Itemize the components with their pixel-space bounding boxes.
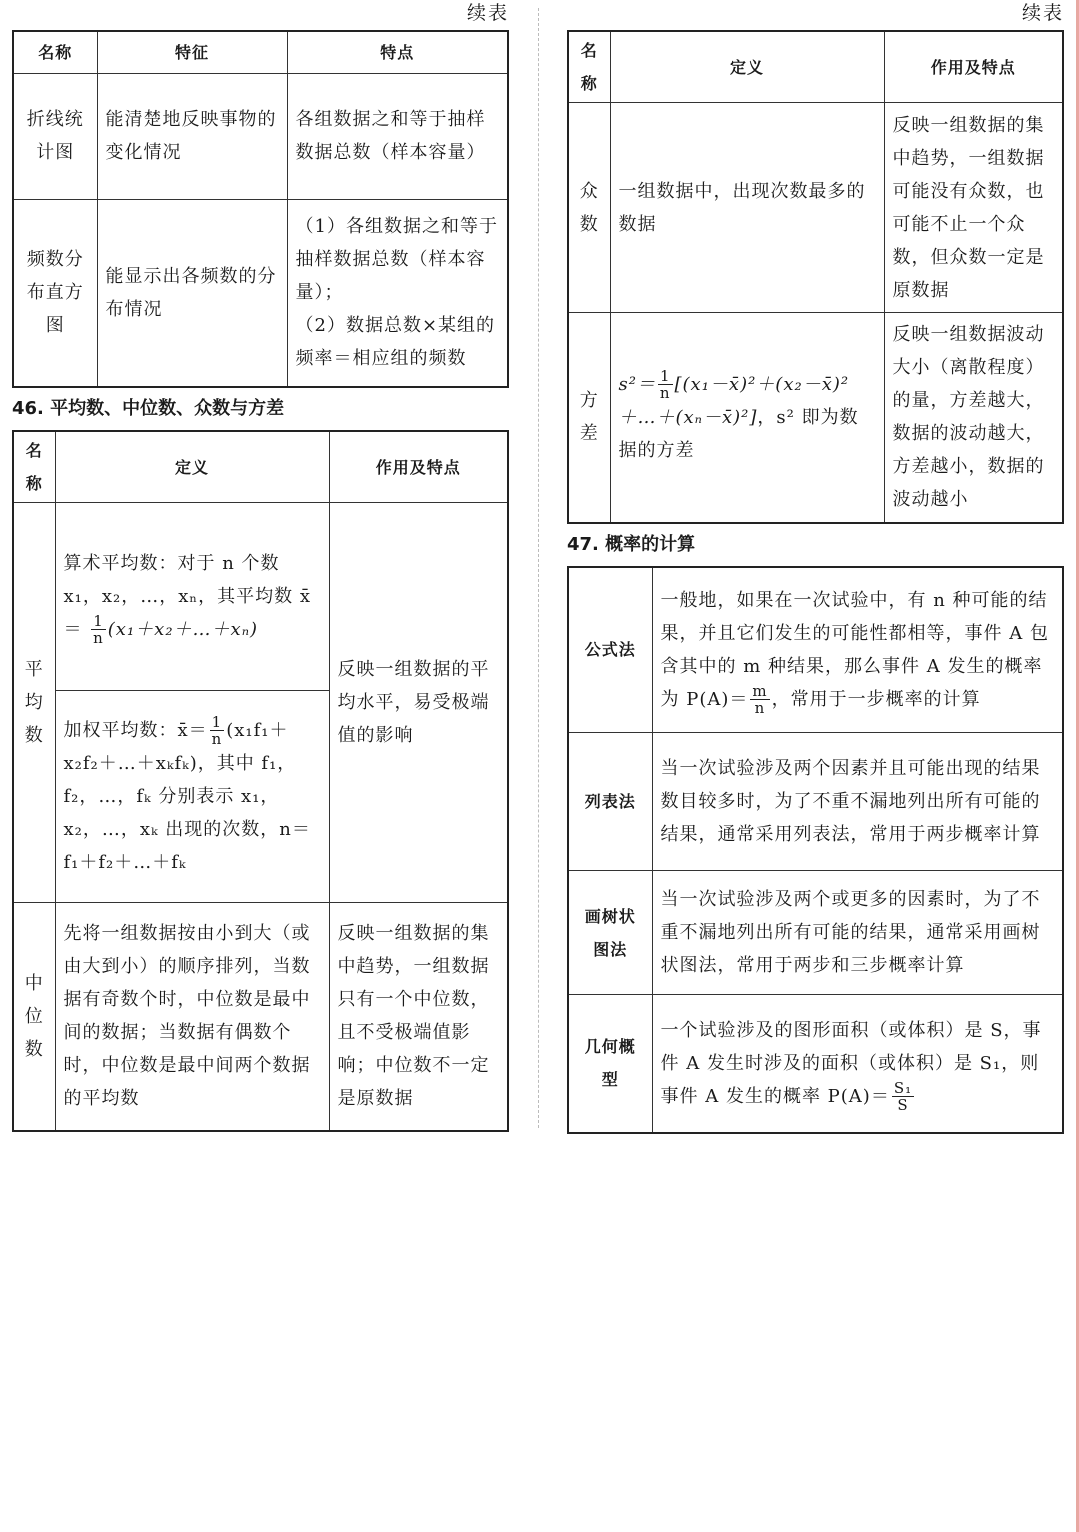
header-name: 名称 — [568, 31, 610, 103]
header-name: 名称 — [13, 431, 55, 503]
row-name-median: 中位数 — [13, 903, 55, 1131]
fraction — [750, 683, 769, 716]
fraction-numerator: 1 — [659, 367, 671, 385]
fraction — [91, 613, 106, 646]
table-row — [13, 73, 508, 199]
header-trait: 作用及特点 — [329, 431, 508, 503]
variance-trait: 反映一组数据波动大小（离散程度）的量，方差越大，数据的波动越大，方差越小，数据的波动越小 — [884, 313, 1063, 523]
row-name-variance: 方差 — [568, 313, 610, 523]
statistics-table — [12, 430, 509, 1132]
variance-formula: [(x₁－x̄)²＋(x₂－x̄)²＋…＋(xₙ－x̄)²] — [618, 373, 850, 428]
weighted-mean-definition — [55, 691, 329, 903]
table-row — [13, 199, 508, 387]
table-row — [13, 903, 508, 1131]
trait-item-2: （2）数据总数×某组的频率＝相应组的频数 — [295, 315, 496, 370]
fraction-denominator: n — [93, 629, 104, 648]
fraction-denominator: S — [897, 1096, 909, 1114]
table-row — [568, 995, 1063, 1133]
header-definition: 定义 — [610, 31, 884, 103]
table-row — [568, 103, 1063, 313]
arith-mean-definition — [55, 503, 329, 691]
fraction-numerator: 1 — [93, 612, 104, 631]
fraction-numerator: S₁ — [893, 1079, 913, 1097]
header-name: 名称 — [13, 31, 97, 73]
chart-types-table — [12, 30, 509, 388]
arith-mean-formula: (x₁＋x₂＋…＋xₙ) — [107, 618, 259, 640]
mean-trait: 反映一组数据的平均水平，易受极端值的影响 — [329, 503, 508, 903]
row-name-tree-method: 画树状图法 — [568, 871, 652, 995]
header-trait: 特点 — [287, 31, 508, 73]
right-column — [567, 0, 1064, 1134]
formula-method-text: 一般地，如果在一次试验中，有 n 种可能的结果，并且它们发生的可能性都相等，事件 A 包含其中的 m 种结果，那么事件 A 发生的概率为 P(A)＝ — [660, 589, 1049, 710]
trait-item-1: （1）各组数据之和等于抽样数据总数（样本容量）； — [295, 216, 498, 304]
formula-method-tail: ，常用于一步概率的计算 — [771, 688, 981, 710]
weighted-mean-formula: (x₁f₁＋x₂f₂＋…＋xₖfₖ)，其中 f₁，f₂，…，fₖ 分别表示 x₁，x₂，…，xₖ 出现的次数，n＝f₁＋f₂＋…＋fₖ — [63, 719, 311, 874]
variance-definition — [610, 313, 884, 523]
fraction-denominator: n — [211, 730, 223, 749]
row-name-table-method: 列表法 — [568, 733, 652, 871]
table-header-row — [568, 31, 1063, 103]
fraction — [892, 1080, 914, 1113]
tree-method-definition: 当一次试验涉及两个或更多的因素时，为了不重不漏地列出所有可能的结果，通常采用画树状图法，常用于两步和三步概率计算 — [652, 871, 1063, 995]
table-row — [568, 567, 1063, 733]
fraction-numerator: m — [752, 682, 768, 700]
row-name-formula-method: 公式法 — [568, 567, 652, 733]
mode-trait: 反映一组数据的集中趋势，一组数据可能没有众数，也可能不止一个众数，但众数一定是原数据 — [884, 103, 1063, 313]
header-feature: 特征 — [97, 31, 287, 73]
fraction — [658, 368, 673, 401]
mode-definition: 一组数据中，出现次数最多的数据 — [610, 103, 884, 313]
geometric-text: 一个试验涉及的图形面积（或体积）是 S，事件 A 发生时涉及的面积（或体积）是 S₁，则事件 A 发生的概率 P(A)＝ — [660, 1019, 1042, 1107]
geometric-definition — [652, 995, 1063, 1133]
row-feature: 能显示出各频数的分布情况 — [97, 199, 287, 387]
variance-lhs: s²＝ — [618, 373, 656, 395]
column-divider — [538, 8, 539, 1128]
table-row — [568, 313, 1063, 523]
row-trait — [287, 199, 508, 387]
continued-label: 续表 — [1021, 2, 1064, 24]
left-column — [12, 0, 509, 1132]
table-method-definition: 当一次试验涉及两个因素并且可能出现的结果数目较多时，为了不重不漏地列出所有可能的结果，通常采用列表法，常用于两步概率计算 — [652, 733, 1063, 871]
header-definition: 定义 — [55, 431, 329, 503]
variance-tail: ，s² 即为数据的方差 — [618, 407, 859, 461]
table-header-row — [13, 431, 508, 503]
row-name: 折线统计图 — [13, 73, 97, 199]
fraction — [210, 714, 225, 747]
section-title-46: 46. 平均数、中位数、众数与方差 — [12, 398, 285, 419]
formula-method-definition — [652, 567, 1063, 733]
median-definition: 先将一组数据按由小到大（或由大到小）的顺序排列，当数据有奇数个时，中位数是最中间的数据；当数据有偶数个时，中位数是最中间两个数据的平均数 — [55, 903, 329, 1131]
section-title-47: 47. 概率的计算 — [567, 533, 696, 555]
fraction-denominator: n — [754, 699, 766, 717]
row-name: 频数分布直方图 — [13, 199, 97, 387]
table-row — [568, 733, 1063, 871]
row-feature: 能清楚地反映事物的变化情况 — [97, 73, 287, 199]
row-name-mean: 平均数 — [13, 503, 55, 903]
fraction-denominator: n — [659, 384, 671, 402]
table-row — [13, 503, 508, 691]
fraction-numerator: 1 — [211, 713, 223, 732]
mode-variance-table — [567, 30, 1064, 524]
header-trait: 作用及特点 — [884, 31, 1063, 103]
row-name-geometric: 几何概型 — [568, 995, 652, 1133]
probability-table — [567, 566, 1064, 1134]
median-trait: 反映一组数据的集中趋势，一组数据只有一个中位数，且不受极端值影响；中位数不一定是原数据 — [329, 903, 508, 1131]
table-header-row — [13, 31, 508, 73]
arith-mean-text: 算术平均数：对于 n 个数 x₁，x₂，…，xₙ，其平均数 x̄ ＝ — [63, 552, 312, 640]
row-trait: 各组数据之和等于抽样数据总数（样本容量） — [287, 73, 508, 199]
weighted-mean-text: 加权平均数：x̄＝ — [63, 719, 208, 741]
table-row — [568, 871, 1063, 995]
row-name-mode: 众数 — [568, 103, 610, 313]
continued-label: 续表 — [466, 2, 509, 24]
